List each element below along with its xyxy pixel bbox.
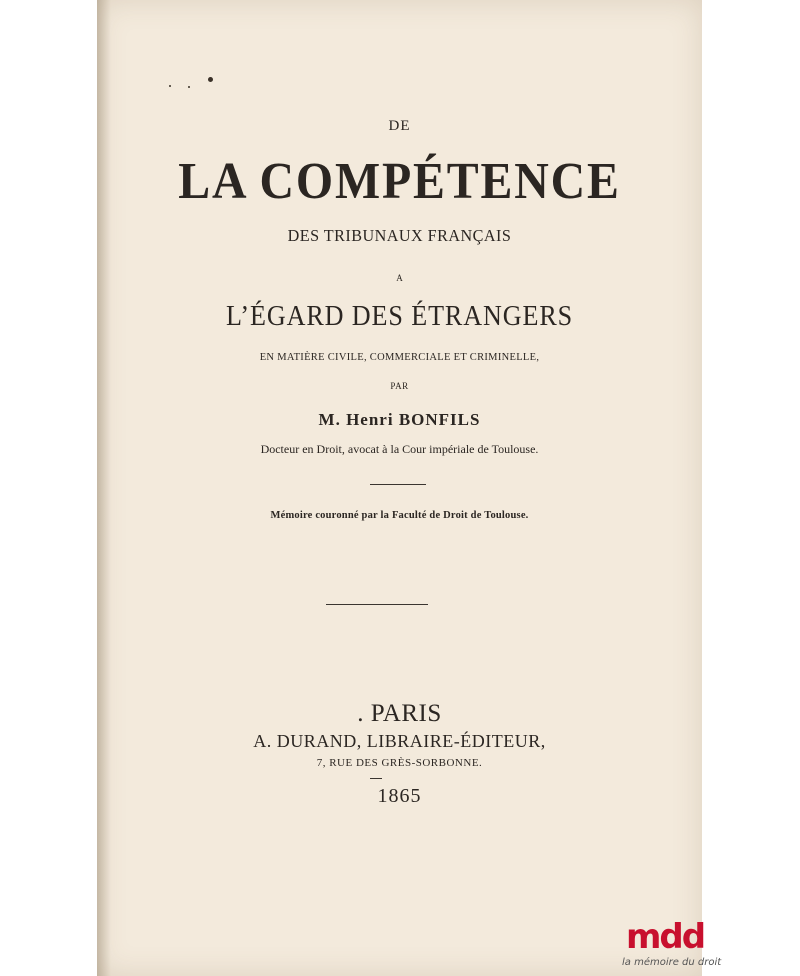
divider-short — [370, 484, 426, 485]
publisher-address: 7, RUE DES GRÈS-SORBONNE. — [316, 757, 483, 769]
publication-year: 1865 — [377, 785, 422, 807]
subtitle-line-2: L’ÉGARD DES ÉTRANGERS — [225, 300, 574, 332]
mdd-logo — [622, 917, 792, 976]
divider-long — [326, 604, 428, 605]
subtitle-connector: A — [396, 273, 403, 283]
logo-tagline: la mémoire du droit — [622, 957, 722, 968]
subtitle-line-3: EN MATIÈRE CIVILE, COMMERCIALE ET CRIMINELLE, — [259, 352, 540, 363]
award-note: Mémoire couronné par la Faculté de Droit de Toulouse. — [270, 510, 529, 521]
publisher-name: A. DURAND, LIBRAIRE-ÉDITEUR, — [253, 731, 546, 751]
ink-speck — [208, 77, 213, 82]
ink-speck — [169, 85, 171, 87]
title-preposition: DE — [388, 118, 411, 134]
book-page — [97, 0, 705, 976]
by-line: PAR — [390, 381, 409, 391]
publication-city: . PARIS — [357, 700, 442, 727]
author-name: M. Henri BONFILS — [318, 410, 481, 429]
subtitle-line-1: DES TRIBUNAUX FRANÇAIS — [287, 226, 512, 245]
divider-tiny — [370, 778, 382, 779]
page-spine-shadow — [97, 0, 111, 976]
book-title: LA COMPÉTENCE — [178, 153, 621, 210]
author-credentials: Docteur en Droit, avocat à la Cour impériale de Toulouse. — [260, 442, 539, 456]
ink-speck — [188, 86, 190, 88]
logo-mark: mdd — [626, 917, 705, 957]
